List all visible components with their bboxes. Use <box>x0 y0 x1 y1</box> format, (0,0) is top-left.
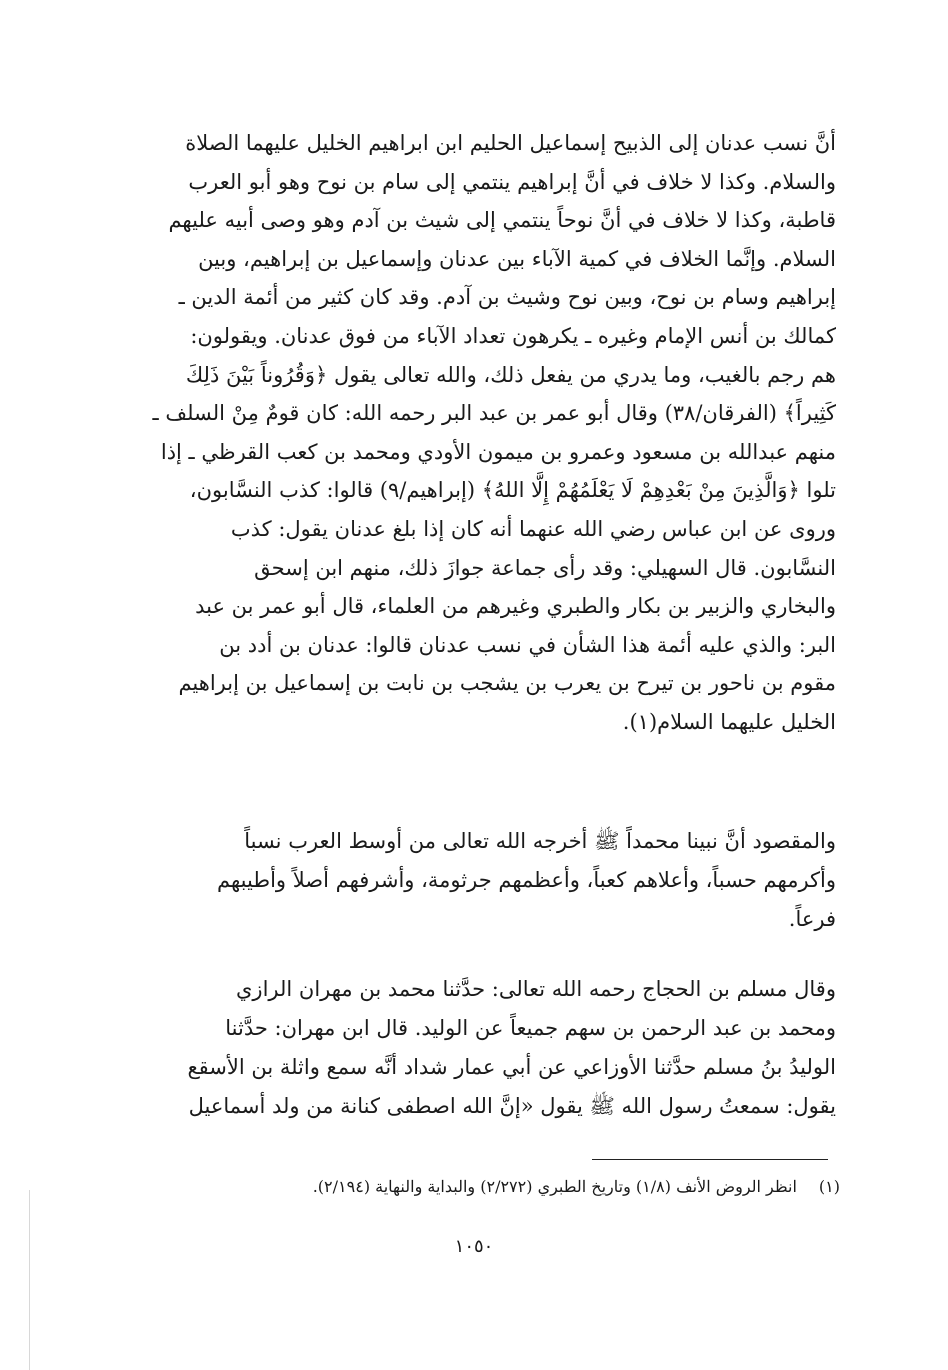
text-line: أنَّ نسب عدنان إلى الذبيح إسماعيل الحليم ابن ابراهيم الخليل عليهما الصلاة <box>185 131 836 155</box>
text-line: كَثِيراً﴾ (الفرقان/٣٨) وقال أبو عمر بن عبد البر رحمه الله: كان قومٌ مِنْ السلف ـ <box>152 401 836 426</box>
text-line: ومحمد بن عبد الرحمن بن سهم جميعاً عن الوليد. قال ابن مهران: حدَّثنا <box>225 1016 836 1040</box>
text-line: كمالك بن أنس الإمام وغيره ـ يكرهون تعداد الآباء من فوق عدنان. ويقولون: <box>190 323 836 348</box>
paragraph-prophet-lineage <box>118 822 836 939</box>
text-line: السلام. وإنَّما الخلاف في كمية الآباء بين عدنان وإسماعيل بن إبراهيم، وبين <box>198 246 836 271</box>
text-line: والسلام. وكذا لا خلاف في أنَّ إبراهيم ينتمي إلى سام بن نوح وهو أبو العرب <box>188 169 836 194</box>
text-line: منهم عبدالله بن مسعود وعمرو بن ميمون الأودي ومحمد بن كعب القرظي ـ إذا <box>160 439 836 464</box>
text-line: البر: والذي عليه أئمة هذا الشأن في نسب عدنان قالوا: عدنان بن أدد بن <box>219 632 836 657</box>
text-line: تلوا ﴿وَالَّذِينَ مِنْ بَعْدِهِمْ لَا يَعْلَمُهُمْ إِلَّا اللهُ﴾ (إبراهيم/٩) قالوا: كذب النسَّابون، <box>189 478 836 503</box>
text-line: وروى عن ابن عباس رضي الله عنهما أنه كان إذا بلغ عدنان يقول: كذب <box>230 516 836 541</box>
text-line: الخليل عليهما السلام(١). <box>622 709 836 734</box>
footnote <box>118 1175 840 1199</box>
paragraph-hadith <box>118 970 836 1126</box>
text-line: النسَّابون. قال السهيلي: وقد رأى جماعة جوازَ ذلك، منهم ابن إسحق <box>254 555 836 580</box>
text-line: قاطبة، وكذا لا خلاف في أنَّ نوحاً ينتمي إلى شيث بن آدم وهو وصى أبيه عليهم <box>168 208 836 233</box>
text-line: فرعاً. <box>788 907 836 931</box>
footnote-number: (١) <box>818 1177 840 1196</box>
paragraph-lineage <box>118 124 836 742</box>
footnote-text: انظر الروض الأنف (١/٨) وتاريخ الطبري (٢/٢٧٢) والبداية والنهاية (٢/١٩٤). <box>312 1177 797 1196</box>
text-line: وأكرمهم حسباً، وأعلاهم كعباً، وأعظمهم جرثومة، وأشرفهم أصلاً وأطيبهم <box>217 868 836 892</box>
text-line: إبراهيم وسام بن نوح، وبين نوح وشيث بن آدم. وقد كان كثير من أئمة الدين ـ <box>178 285 836 310</box>
scan-edge-line <box>29 1190 30 1370</box>
footnote-separator <box>592 1159 828 1160</box>
text-line: الوليدُ بنُ مسلم حدَّثنا الأوزاعي عن أبي عمار شداد أنَّه سمع واثلة بن الأسقع <box>187 1055 836 1079</box>
text-line: مقوم بن ناحور بن تيرح بن يعرب بن يشجب بن نابت بن إسماعيل بن إبراهيم <box>178 671 836 696</box>
text-line: هم رجم بالغيب، وما يدري من يفعل ذلك، والله تعالى يقول ﴿وَقُرُوناً بَيْنَ ذَلِكَ <box>185 362 836 387</box>
text-line: والمقصود أنَّ نبينا محمداً ﷺ أخرجه الله تعالى من أوسط العرب نسباً <box>244 829 836 853</box>
text-line: والبخاري والزبير بن بكار والطبري وغيرهم من العلماء، قال أبو عمر بن عبد <box>195 594 836 619</box>
page-number: ١٠٥٠ <box>454 1236 494 1257</box>
text-line: يقول: سمعتُ رسول الله ﷺ يقول «إنَّ الله اصطفى كنانة من ولد أسماعيل <box>188 1094 836 1118</box>
text-line: وقال مسلم بن الحجاج رحمه الله تعالى: حدَّثنا محمد بن مهران الرازي <box>235 977 836 1001</box>
